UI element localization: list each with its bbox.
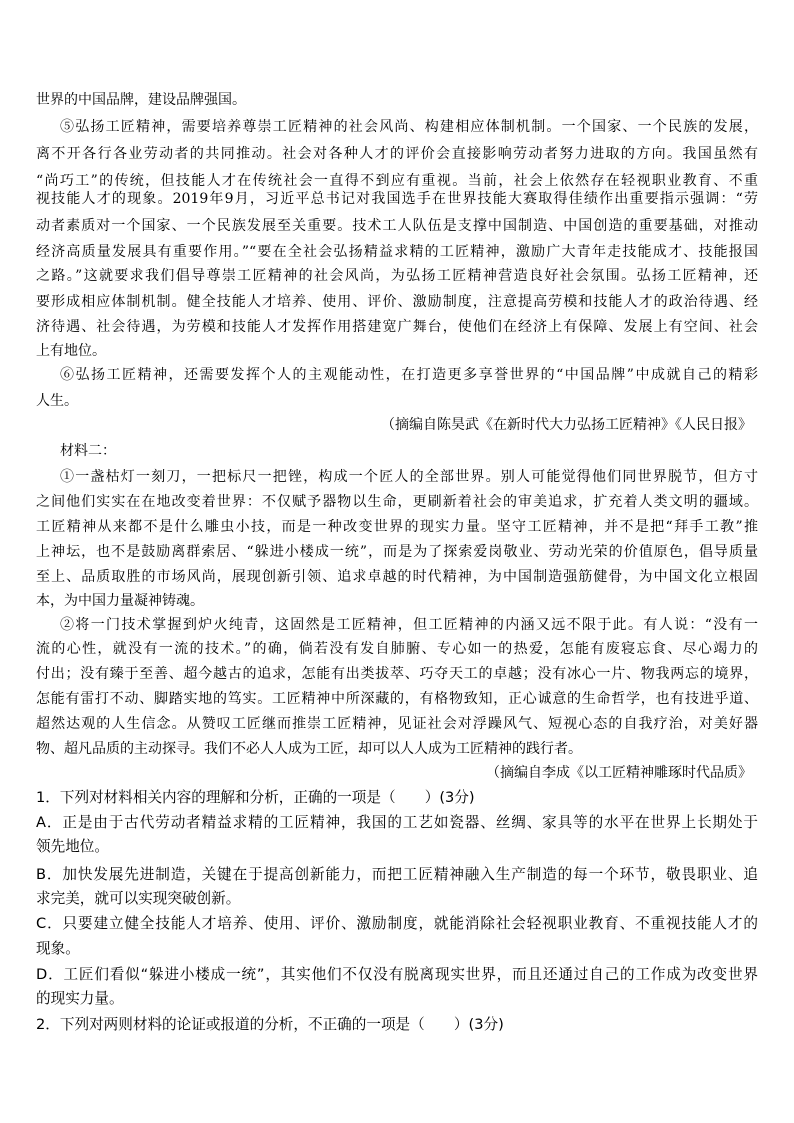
text-line: 至上、品质取胜的市场风尚，展现创新引领、追求卓越的时代精神，为中国制造强筋健骨，为中国文化立根固 (36, 569, 758, 585)
text-line: ⑤弘扬工匠精神，需要培养尊崇工匠精神的社会风尚、构建相应体制机制。一个国家、一个民族的发展， (60, 119, 758, 135)
text-line: 怎能有雷打不动、脚踏实地的笃实。工匠精神中所深藏的，有格物致知，正心诚意的生命哲学，也有技进乎道、 (36, 691, 758, 707)
text-line: 上神坛，也不是鼓励离群索居、“躲进小楼成一统”，而是为了探索爱岗敬业、劳动光荣的价值原色，倡导质量 (36, 544, 758, 560)
text-line: ⑥弘扬工匠精神，还需要发挥个人的主观能动性，在打造更多享誉世界的“中国品牌”中成就自己的精彩 (60, 367, 758, 383)
option-d-cont: 的现实力量。 (36, 990, 124, 1007)
text-line: “尚巧工”的传统，但技能人才在传统社会一直得不到应有重视。当前，社会上依然存在轻视职业教育、不重 (36, 173, 758, 189)
text-line: 超然达观的人生信念。从赞叹工匠继而推崇工匠精神，见证社会对浮躁风气、短视心态的自我疗治，对美好器 (36, 716, 758, 732)
section-heading: 材料二： (60, 443, 116, 459)
option-b: B．加快发展先进制造，关键在于提高创新能力，而把工匠精神融入生产制造的每一个环节，敬畏职业、追 (36, 866, 758, 883)
text-line: 之路。”这就要求我们倡导尊崇工匠精神的社会风尚，为弘扬工匠精神营造良好社会氛围。弘扬工匠精神，还 (36, 268, 758, 284)
text-line: 工匠精神从来都不是什么雕虫小技，而是一种改变世界的现实力量。坚守工匠精神，并不是把“拜手工教”推 (36, 519, 758, 535)
option-a: A．正是由于古代劳动者精益求精的工匠精神，我国的工艺如瓷器、丝绸、家具等的水平在世界上长期处于 (36, 814, 758, 831)
source-citation: （摘编自陈昊武《在新时代大力弘扬工匠精神》《人民日报》 (381, 417, 752, 433)
question-stem: 2．下列对两则材料的论证或报道的分析，不正确的一项是（ ）(3分) (36, 1016, 504, 1033)
text-line: 流的心性，就没有一流的技术。”的确，倘若没有发自肺腑、专心如一的热爱，怎能有废寝忘食、尽心竭力的 (36, 641, 758, 657)
option-d: D．工匠们看似“躲进小楼成一统”，其实他们不仅没有脱离现实世界，而且还通过自己的工作成为改变世界 (36, 966, 758, 983)
text-line: 之间他们实实在在地改变着世界：不仅赋予器物以生命，更刷新着社会的审美追求，扩充着人类文明的疆域。 (36, 494, 758, 510)
text-line: ①一盏枯灯一刻刀，一把标尺一把锉，构成一个匠人的全部世界。别人可能觉得他们同世界脱节，但方寸 (60, 469, 758, 485)
text-line: 离不开各行各业劳动者的共同推动。社会对各种人才的评价会直接影响劳动者努力进取的方向。我国虽然有 (36, 146, 758, 162)
text-line: 动者素质对一个国家、一个民族发展至关重要。技术工人队伍是支撑中国制造、中国创造的重要基础，对推动 (36, 218, 758, 234)
option-a-cont: 领先地位。 (36, 838, 109, 855)
option-c: C．只要建立健全技能人才培养、使用、评价、激励制度，就能消除社会轻视职业教育、不重视技能人才的 (36, 915, 758, 932)
text-line: 视技能人才的现象。2019年9月，习近平总书记对我国选手在世界技能大赛取得佳绩作出重要指示强调：“劳 (36, 191, 758, 207)
question-stem: 1．下列对材料相关内容的理解和分析，正确的一项是（ ）(3分) (36, 789, 475, 806)
text-line: 世界的中国品牌，建设品牌强国。 (36, 92, 246, 108)
text-line: ②将一门技术掌握到炉火纯青，这固然是工匠精神，但工匠精神的内涵又远不限于此。有人说：“没有一 (60, 617, 758, 633)
text-line: 要形成相应体制机制。健全技能人才培养、使用、评价、激励制度，注意提高劳模和技能人才的政治待遇、经 (36, 294, 758, 310)
text-line: 物、超凡品质的主动探寻。我们不必人人成为工匠，却可以人人成为工匠精神的践行者。 (36, 741, 582, 757)
source-citation: （摘编自李成《以工匠精神雕琢时代品质》 (486, 765, 752, 781)
text-line: 经济高质量发展具有重要作用。”“要在全社会弘扬精益求精的工匠精神，激励广大青年走技能成才、技能报国 (36, 244, 758, 260)
text-line: 本，为中国力量凝神铸魂。 (36, 593, 204, 609)
text-line: 付出；没有臻于至善、超今越古的追求，怎能有出类拔萃、巧夺天工的卓越；没有冰心一片、物我两忘的境界， (36, 666, 758, 682)
text-line: 上有地位。 (36, 343, 106, 359)
text-line: 人生。 (36, 393, 78, 409)
text-line: 济待遇、社会待遇，为劳模和技能人才发挥作用搭建宽广舞台，使他们在经济上有保障、发展上有空间、社会 (36, 319, 758, 335)
option-b-cont: 求完美，就可以实现突破创新。 (36, 890, 241, 907)
option-c-cont: 现象。 (36, 940, 80, 957)
